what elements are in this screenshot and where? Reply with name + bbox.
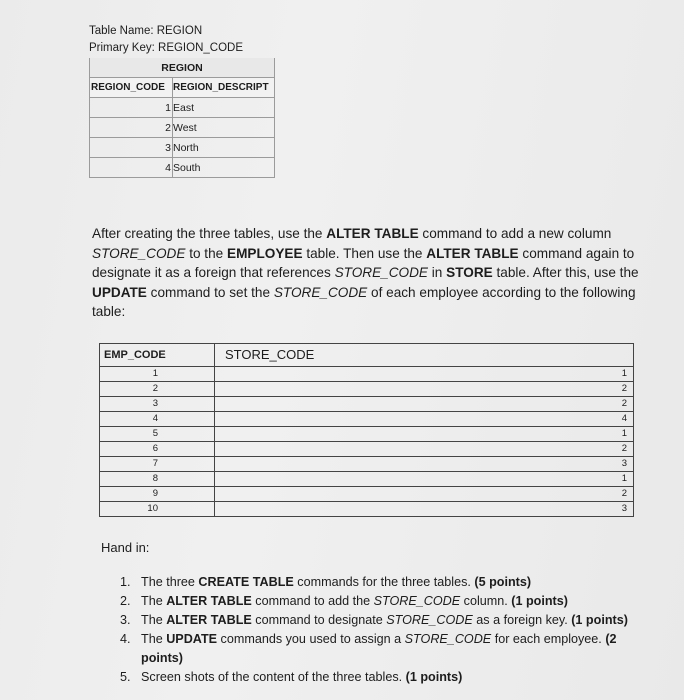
table-row xyxy=(100,427,634,442)
list-item xyxy=(120,668,660,687)
list-item xyxy=(120,630,660,668)
text-run: Screen shots of the content of the three tables. xyxy=(141,670,406,684)
table-row xyxy=(100,367,634,382)
table-row xyxy=(100,502,634,517)
region-table xyxy=(89,58,275,178)
table-row xyxy=(90,158,275,178)
italic-run: STORE_CODE xyxy=(92,245,186,261)
table-row xyxy=(100,382,634,397)
table-row xyxy=(90,98,275,118)
text-run: in xyxy=(428,265,447,281)
col-emp-code: EMP_CODE xyxy=(100,344,215,367)
table-row xyxy=(90,118,275,138)
italic-run: STORE_CODE xyxy=(334,265,428,281)
store-code-cell: 1 xyxy=(215,427,634,442)
region-code-cell: 4 xyxy=(90,158,173,178)
text-run: to the xyxy=(185,245,227,261)
points-label: (1 points) xyxy=(571,613,628,627)
col-store-code: STORE_CODE xyxy=(215,344,634,367)
list-item xyxy=(120,611,660,630)
bold-run: ALTER TABLE xyxy=(166,613,252,627)
text-run: command to designate xyxy=(251,613,387,627)
text-run: of each employee according to the following table: xyxy=(92,284,636,320)
store-code-cell: 3 xyxy=(215,457,634,472)
store-code-cell: 4 xyxy=(215,412,634,427)
points-label: (1 points) xyxy=(511,594,568,608)
points-label: (2 points) xyxy=(141,632,617,665)
text-run: command again to designate it as a foreign that references xyxy=(92,245,635,281)
col-region-descript: REGION_DESCRIPT xyxy=(173,78,275,98)
bold-run: EMPLOYEE xyxy=(227,245,303,261)
table-row xyxy=(100,472,634,487)
col-region-code: REGION_CODE xyxy=(90,78,173,98)
region-code-cell: 2 xyxy=(90,118,173,138)
list-number: 4. xyxy=(120,632,131,646)
table-row xyxy=(90,138,275,158)
region-desc-cell: South xyxy=(173,158,275,178)
bold-run: UPDATE xyxy=(92,284,147,300)
store-code-cell: 1 xyxy=(215,472,634,487)
text-run: table. Then use the xyxy=(302,245,427,261)
region-desc-cell: West xyxy=(173,118,275,138)
text-run: The xyxy=(141,594,167,608)
hand-in-list xyxy=(120,573,660,687)
italic-run: STORE_CODE xyxy=(373,594,461,608)
emp-code-cell: 7 xyxy=(100,457,215,472)
emp-code-cell: 4 xyxy=(100,412,215,427)
bold-run: STORE xyxy=(446,265,493,281)
text-run: command to add the xyxy=(251,594,374,608)
text-run: After creating the three tables, use the xyxy=(92,226,327,241)
emp-code-cell: 2 xyxy=(100,382,215,397)
hand-in-label: Hand in: xyxy=(101,540,150,555)
bold-run: ALTER TABLE xyxy=(426,245,519,261)
store-code-cell: 2 xyxy=(215,442,634,457)
text-run: command to set the xyxy=(146,284,274,300)
emp-store-table xyxy=(99,343,634,517)
text-run: table. After this, use the xyxy=(492,265,639,281)
points-label: (5 points) xyxy=(474,575,532,589)
table-row xyxy=(100,397,634,412)
text-run: column. xyxy=(460,594,512,608)
region-desc-cell: East xyxy=(173,98,275,118)
list-number: 1. xyxy=(120,575,131,589)
text-run: commands you used to assign a xyxy=(217,632,405,646)
text-run: command to add a new column xyxy=(418,226,612,241)
primary-key-label: Primary Key: REGION_CODE xyxy=(89,42,243,54)
store-code-cell: 2 xyxy=(215,382,634,397)
list-item xyxy=(120,573,660,592)
emp-code-cell: 5 xyxy=(100,427,215,442)
text-run: as a foreign key. xyxy=(472,613,572,627)
region-table-title: REGION xyxy=(90,58,275,78)
region-code-cell: 3 xyxy=(90,138,173,158)
store-code-cell: 3 xyxy=(215,502,634,517)
emp-code-cell: 6 xyxy=(100,442,215,457)
bold-run: UPDATE xyxy=(166,632,218,646)
table-row xyxy=(100,457,634,472)
text-run: commands for the three tables. xyxy=(293,575,475,589)
store-code-cell: 2 xyxy=(215,397,634,412)
text-run: The three xyxy=(141,575,199,589)
bold-run: CREATE TABLE xyxy=(198,575,294,589)
list-number: 5. xyxy=(120,670,131,684)
emp-code-cell: 3 xyxy=(100,397,215,412)
store-code-cell: 1 xyxy=(215,367,634,382)
italic-run: STORE_CODE xyxy=(273,284,368,300)
list-number: 3. xyxy=(120,613,131,627)
list-item xyxy=(120,592,660,611)
points-label: (1 points) xyxy=(405,670,463,684)
emp-code-cell: 9 xyxy=(100,487,215,502)
instructions-paragraph xyxy=(92,224,667,322)
region-desc-cell: North xyxy=(173,138,275,158)
text-run: for each employee. xyxy=(491,632,606,646)
text-run: The xyxy=(141,613,167,627)
emp-code-cell: 1 xyxy=(100,367,215,382)
bold-run: ALTER TABLE xyxy=(166,594,252,608)
table-name-label: Table Name: REGION xyxy=(89,25,203,37)
region-code-cell: 1 xyxy=(90,98,173,118)
store-code-cell: 2 xyxy=(215,487,634,502)
table-row xyxy=(100,487,634,502)
emp-code-cell: 10 xyxy=(100,502,215,517)
list-number: 2. xyxy=(120,594,131,608)
table-row xyxy=(100,412,634,427)
italic-run: STORE_CODE xyxy=(404,632,492,646)
text-run: The xyxy=(141,632,167,646)
italic-run: STORE_CODE xyxy=(386,613,473,627)
table-row xyxy=(100,442,634,457)
bold-run: ALTER TABLE xyxy=(326,226,419,241)
emp-code-cell: 8 xyxy=(100,472,215,487)
